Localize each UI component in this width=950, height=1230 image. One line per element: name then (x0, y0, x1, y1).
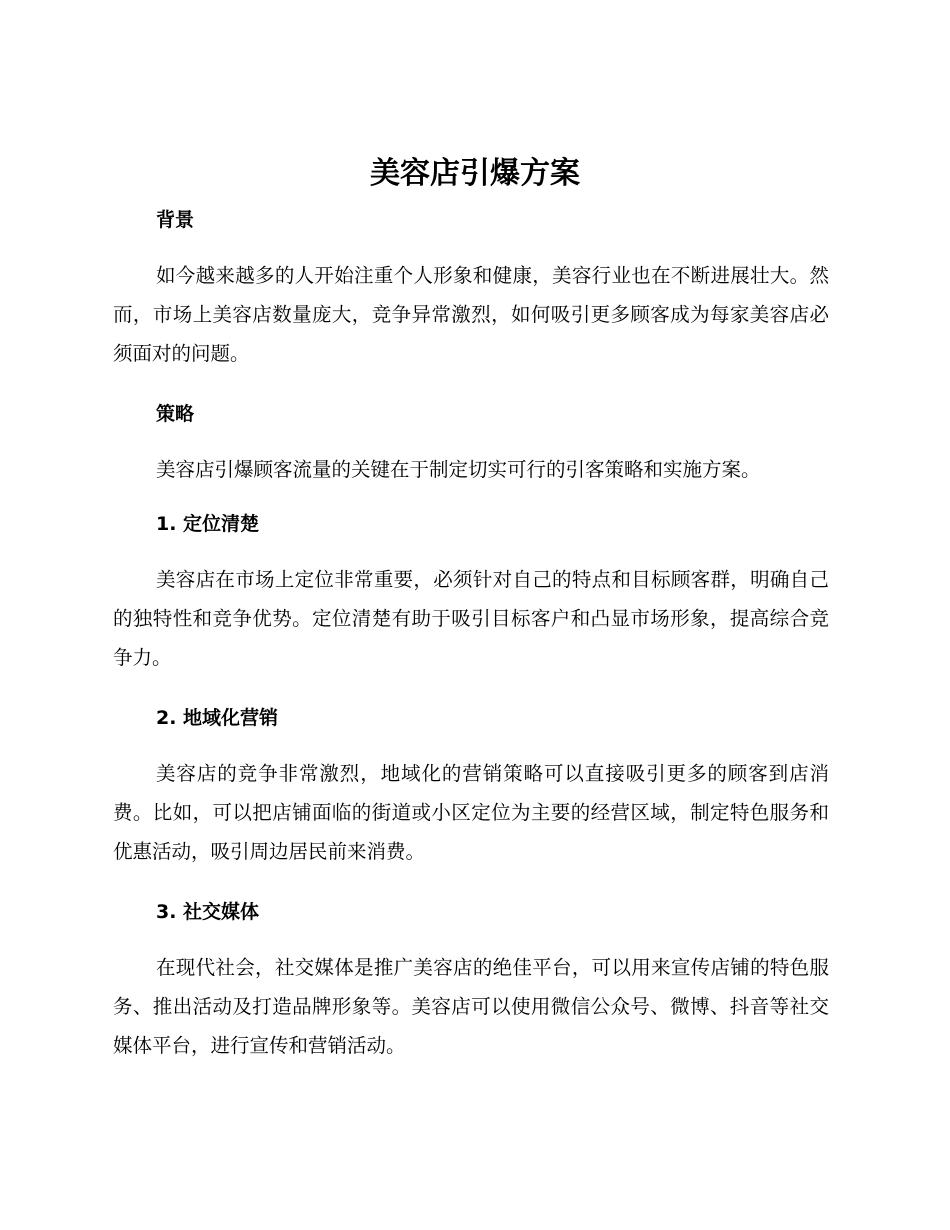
section-heading-social-media: 3. 社交媒体 (156, 901, 260, 923)
section-text-background: 如今越来越多的人开始注重个人形象和健康，美容行业也在不断进展壮大。然而，市场上美容店数量庞大，竞争异常激烈，如何吸引更多顾客成为每家美容店必须面对的问题。 (113, 264, 829, 365)
section-text-social-media: 在现代社会，社交媒体是推广美容店的绝佳平台，可以用来宣传店铺的特色服务、推出活动及打造品牌形象等。美容店可以使用微信公众号、微博、抖音等社交媒体平台，进行宣传和营销活动。 (113, 956, 829, 1057)
section-text-local-marketing: 美容店的竞争非常激烈，地域化的营销策略可以直接吸引更多的顾客到店消费。比如，可以把店铺面临的街道或小区定位为主要的经营区域，制定特色服务和优惠活动，吸引周边居民前来消费。 (113, 762, 829, 863)
section-text-strategy: 美容店引爆顾客流量的关键在于制定切实可行的引客策略和实施方案。 (156, 458, 761, 481)
section-heading-strategy: 策略 (156, 403, 195, 425)
section-heading-background: 背景 (156, 209, 195, 231)
section-heading-positioning: 1. 定位清楚 (156, 513, 260, 535)
document-title: 美容店引爆方案 (370, 156, 580, 191)
section-text-positioning: 美容店在市场上定位非常重要，必须针对自己的特点和目标顾客群，明确自己的独特性和竞争优势。定位清楚有助于吸引目标客户和凸显市场形象，提高综合竞争力。 (113, 568, 829, 669)
section-heading-local-marketing: 2. 地域化营销 (156, 707, 279, 729)
